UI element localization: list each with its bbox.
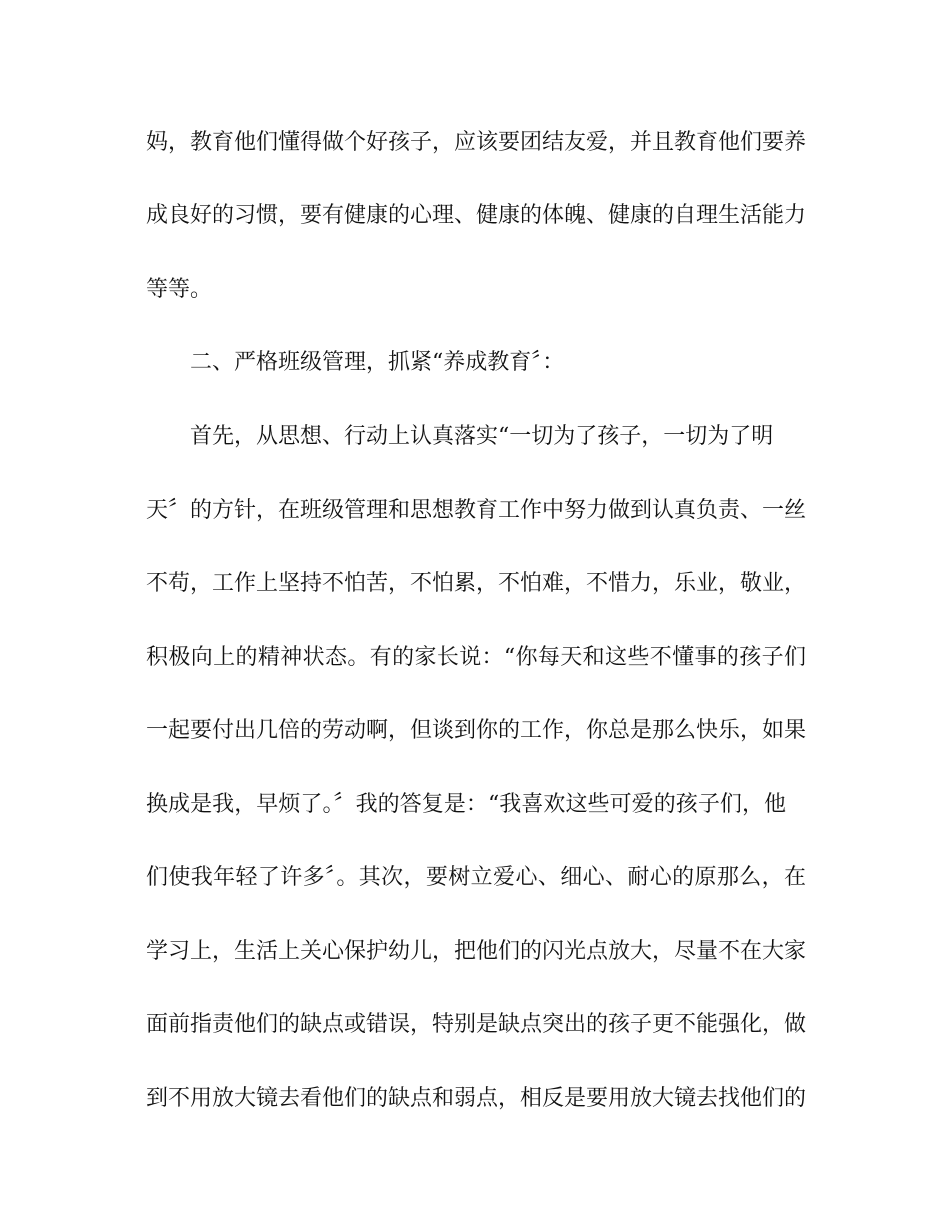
text-line-8: 积极向上的精神状态。有的家长说：“你每天和这些不懂事的孩子们 (146, 645, 806, 670)
text-line-3: 等等。 (146, 277, 213, 302)
section-heading: 二、严格班级管理，抓紧“养成教育〞： (190, 350, 565, 375)
text-line-5: 首先，从思想、行动上认真落实“一切为了孩子，一切为了明 (190, 424, 774, 449)
text-line-1: 妈，教育他们懂得做个好孩子，应该要团结友爱，并且教育他们要养 (146, 130, 807, 155)
text-line-2: 成良好的习惯，要有健康的心理、健康的体魄、健康的自理生活能力 (146, 203, 807, 228)
text-line-13: 面前指责他们的缺点或错误，特别是缺点突出的孩子更不能强化，做 (146, 1012, 807, 1037)
text-line-14: 到不用放大镜去看他们的缺点和弱点，相反是要用放大镜去找他们的 (146, 1086, 807, 1111)
text-line-9: 一起要付出几倍的劳动啊，但谈到你的工作，你总是那么快乐，如果 (146, 718, 807, 743)
text-line-11: 们使我年轻了许多〞。其次，要树立爱心、细心、耐心的原那么，在 (146, 865, 806, 890)
text-line-12: 学习上，生活上关心保护幼儿，把他们的闪光点放大，尽量不在大家 (146, 939, 807, 964)
text-line-7: 不苟，工作上坚持不怕苦，不怕累，不怕难，不惜力，乐业，敬业， (146, 571, 807, 596)
text-line-6: 天〞的方针，在班级管理和思想教育工作中努力做到认真负责、一丝 (146, 498, 807, 523)
text-line-10: 换成是我，早烦了。〞我的答复是：“我喜欢这些可爱的孩子们，他 (146, 792, 786, 817)
